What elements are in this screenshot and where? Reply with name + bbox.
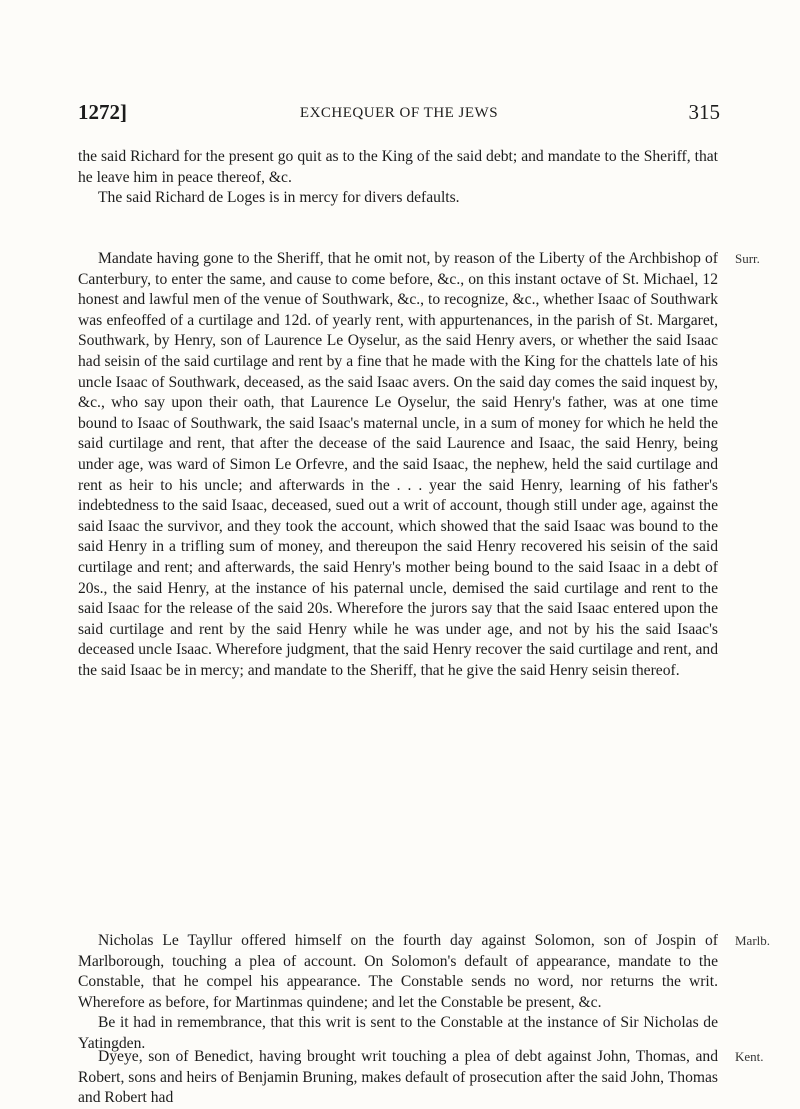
margin-note-marlb: Marlb. [735, 933, 771, 948]
paragraph-4: Nicholas Le Tayllur offered himself on the fourth day against Solomon, son of Jospin of Marlborough, touching a plea of account. On Solomon's default of appearance, mandate to the Constable, that he compel his appearance. The Constable sends no word, nor returns the writ. Wherefore as before, for Martinmas quindene; and let the Constable be present, &c. [78, 932, 718, 1011]
paragraph-3: Mandate having gone to the Sheriff, that he omit not, by reason of the Liberty of the Archbishop of Canterbury, to enter the same, and cause to come before, &c., on this instant octave of St. Michael, 12 honest and lawful men of the venue of Southwark, &c., to recognize, &c., whether Isaac of Southwark was enfeoffed of a curtilage and 12d. of yearly rent, with appurtenances, in the parish of St. Margaret, Southwark, by Henry, son of Laurence Le Oyselur, as the said Henry avers, or whether the said Isaac had seisin of the said curtilage and rent by a fine that he made with the King for the chattels late of his uncle Isaac of Southwark, deceased, as the said Isaac avers. On the said day comes the said inquest by, &c., who say upon their oath, that Laurence Le Oyselur, the said Henry's father, was at one time bound to Isaac of Southwark, the said Isaac's maternal uncle, in a sum of money for which he held the said curtilage and rent, that after the decease of the said Laurence and Isaac, the said Henry, being under age, was ward of Simon Le Orfevre, and the said Isaac, the nephew, held the said curtilage and rent as heir to his uncle; and afterwards in the . . . year the said Henry, learning of his father's indebtedness to the said Isaac, deceased, sued out a writ of account, though still under age, against the said Isaac the survivor, and they took the account, which showed that the said Isaac was bound to the said Henry in a trifling sum of money, and thereupon the said Henry recovered his seisin of the said curtilage and rent; and afterwards, the said Henry's mother being bound to the said Isaac in a debt of 20s., the said Henry, at the instance of his paternal uncle, demised the said curtilage and rent to the said Isaac for the release of the said 20s. Wherefore the jurors say that the said Isaac entered upon the said curtilage and rent by the said Henry while he was under age, and not by his the said Isaac's deceased uncle Isaac. Wherefore judgment, that the said Henry recover the said curtilage and rent, and the said Isaac be in mercy; and mandate to the Sheriff, that he give the said Henry seisin thereof. [78, 250, 718, 679]
paragraph-6: Dyeye, son of Benedict, having brought writ touching a plea of debt against John, Thomas, and Robert, sons and heirs of Benjamin Bruning, makes default of prosecution after the said John, Thomas and Robert had [78, 1048, 718, 1107]
header-year: 1272] [78, 100, 127, 124]
header-title: EXCHEQUER OF THE JEWS [299, 105, 499, 121]
page-number: 315 [688, 100, 720, 124]
paragraph-5: Be it had in remembrance, that this writ is sent to the Constable at the instance of Sir Nicholas de Yatingden. [78, 1014, 718, 1052]
margin-note-kent: Kent. [735, 1049, 764, 1064]
paragraph-1: the said Richard for the present go quit as to the King of the said debt; and mandate to the Sheriff, that he leave him in peace thereof, &c. [78, 148, 718, 186]
text-block-3 [78, 931, 718, 1055]
margin-note-surr: Surr. [735, 251, 760, 266]
text-block-1 [78, 147, 718, 209]
text-block-2 [78, 249, 718, 681]
text-block-4 [78, 1047, 718, 1109]
paragraph-2: The said Richard de Loges is in mercy for divers defaults. [98, 189, 460, 207]
running-header [78, 100, 720, 130]
